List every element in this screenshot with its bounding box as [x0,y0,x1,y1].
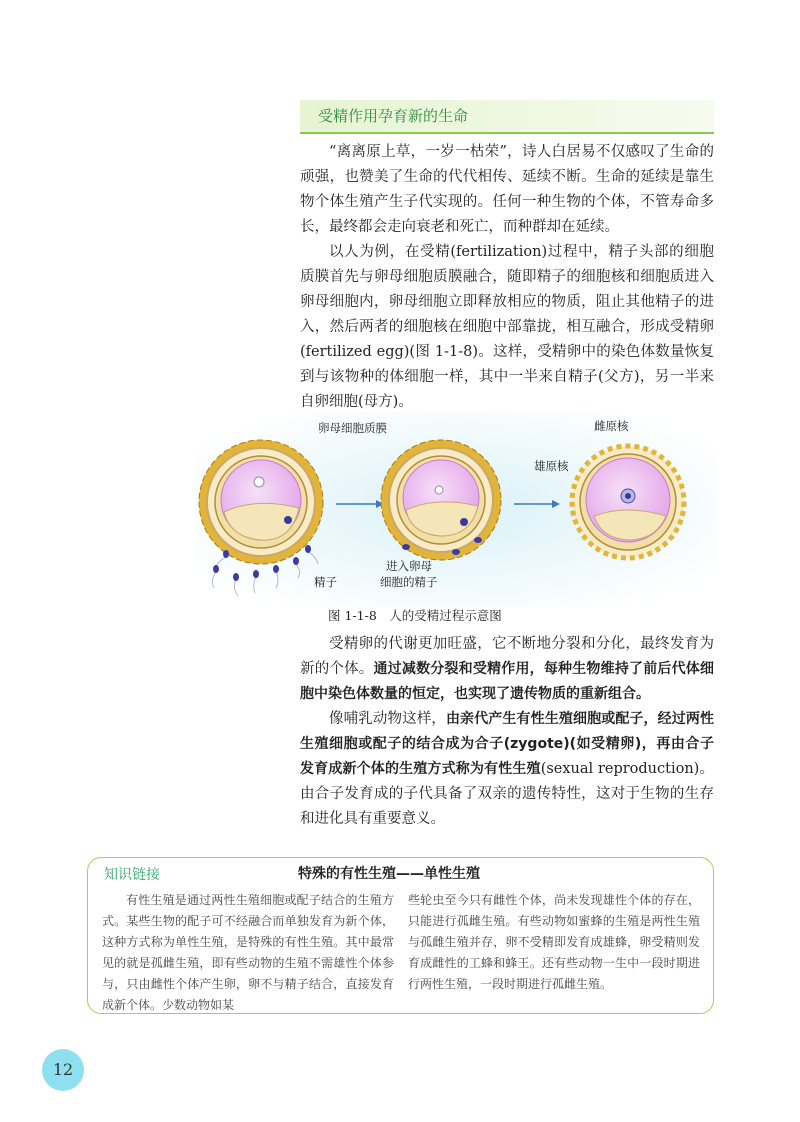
knowledge-right-column [408,890,700,995]
label-female-pronucleus: 雌原核 [594,419,629,433]
paragraph-3-text: 受精卵的代谢更加旺盛，它不断地分裂和分化，最终发育为新的个体。 [300,636,714,677]
knowledge-link-title: 特殊的有性生殖——单性生殖 [298,866,480,882]
label-entering-sperm-2: 细胞的精子 [380,575,438,589]
knowledge-right-text: 些轮虫至今只有雌性个体，尚未发现雄性个体的存在，只能进行孤雌生殖。有些动物如蜜蜂的生殖是两性生殖与孤雌生殖并存，卵不受精即发育成雄蜂，卵受精则发育成雌性的工蜂和蜂王。还有些动物一生中一段时期进行两性生殖，一段时期进行孤雌生殖。 [408,893,700,991]
section-heading [300,100,714,134]
knowledge-link-box [87,857,714,1014]
cell-stage-1 [199,440,323,564]
figure-caption: 图 1-1-8 人的受精过程示意图 [328,608,502,623]
section-title: 受精作用孕育新的生命 [318,107,469,125]
paragraph-1: “离离原上草，一岁一枯荣”，诗人白居易不仅感叹了生命的顽强，也赞美了生命的代代相传、延续不断。生命的延续是靠生物个体生殖产生子代实现的。任何一种生物的个体，不管寿命多长，最终都会走向衰老和死亡，而种群却在延续。 [300,144,714,235]
fertilization-figure [196,412,716,607]
page-number: 12 [42,1049,84,1091]
label-oocyte-membrane: 卵母细胞质膜 [318,421,387,435]
intro-text [300,140,714,415]
paragraph-4-text-1: 像哺乳动物这样， [329,711,446,727]
paragraph-4 [300,707,714,832]
conclusion-text [300,632,714,832]
paragraph-3 [300,632,714,707]
knowledge-left-text: 有性生殖是通过两性生殖细胞或配子结合的生殖方式。某些生物的配子可不经融合而单独发育为新个体，这种方式称为单性生殖，是特殊的有性生殖。其中最常见的就是孤雌生殖，即有些动物的生殖不需雄性个体参与，只由雌性个体产生卵，卵不与精子结合，直接发育成新个体。少数动物如某 [102,893,394,1012]
paragraph-3-bold: 通过减数分裂和受精作用，每种生物维持了前后代体细胞中染色体数量的恒定，也实现了遗传物质的重新组合。 [300,661,715,702]
paragraph-4-text-2: (sexual reproduction)。由合子发育成的子代具备了双亲的遗传特性，这对于生物的生存和进化具有重要意义。 [300,761,714,827]
fertilization-diagram [196,412,716,607]
paragraph-2: 以人为例，在受精(fertilization)过程中，精子头部的细胞质膜首先与卵母细胞质膜融合，随即精子的细胞核和细胞质进入卵母细胞内，卵母细胞立即释放相应的物质，阻止其他精子的进入，然后两者的细胞核在细胞中部靠拢，相互融合，形成受精卵(fertilized egg)(图 1-1-8)。这样，受精卵中的染色体数量恢复到与该物种的体细胞一样，其中一半来自精子(父方)，另一半来自卵细胞(母方)。 [300,244,714,410]
cell-stage-2 [381,440,501,560]
cell-stage-3 [572,446,684,558]
knowledge-left-column [102,890,394,1016]
label-male-pronucleus: 雄原核 [534,459,569,473]
knowledge-link-tag: 知识链接 [104,867,160,883]
paragraph-4-bold: 由亲代产生有性生殖细胞或配子，经过两性生殖细胞或配子的结合成为合子(zygote)(如受精卵)，再由合子发育成新个体的生殖方式称为有性生殖 [300,711,715,777]
label-sperm: 精子 [314,575,337,589]
label-entering-sperm-1: 进入卵母 [386,559,432,573]
